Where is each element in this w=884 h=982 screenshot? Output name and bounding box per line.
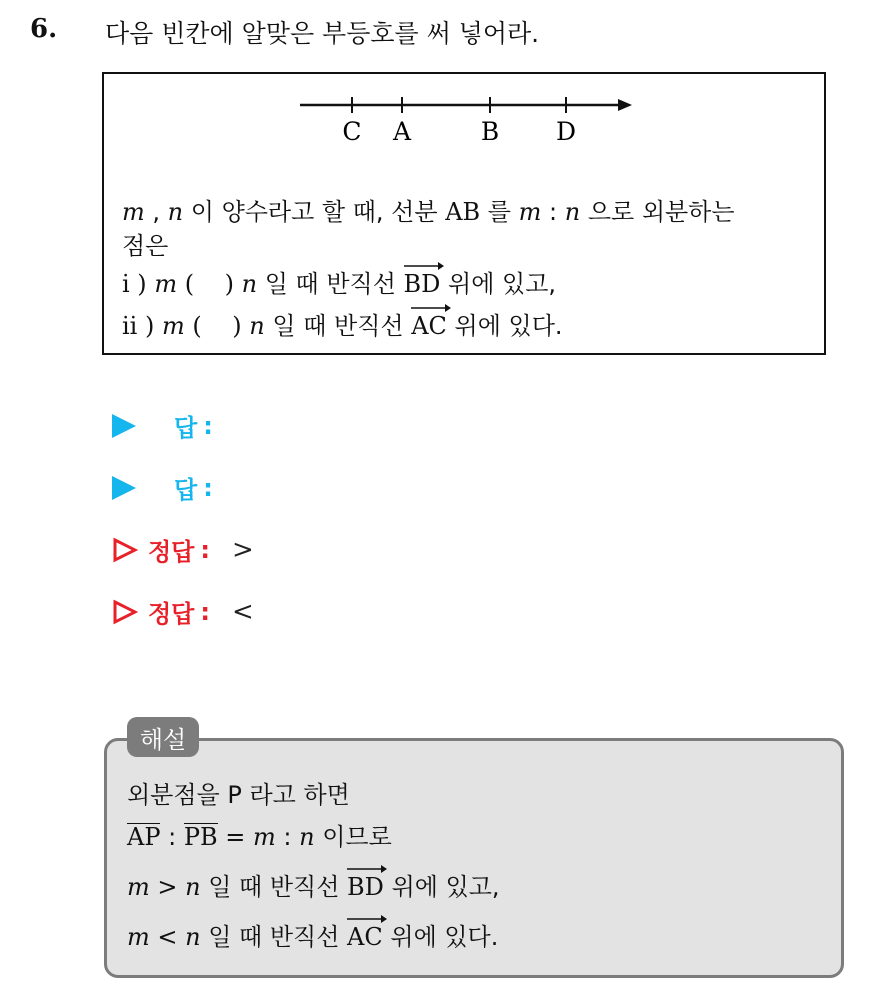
- point-label-a: A: [392, 117, 412, 146]
- correct-answer-row-1: 정답 : >: [112, 532, 254, 567]
- correct-value-1: >: [231, 534, 254, 565]
- point-label-b: B: [480, 117, 500, 146]
- answer-label: 답: [174, 414, 198, 442]
- segment-pb: PB: [183, 823, 218, 851]
- ray-ac: AC: [411, 310, 447, 340]
- solution-line-1: 외분점을 P 라고 하면: [127, 781, 350, 809]
- question-number: 6.: [30, 14, 58, 44]
- blank-2: ( ): [192, 312, 242, 340]
- outline-triangle-icon: [112, 599, 138, 625]
- solution-line-2: AP : PB = m : n 이므로: [127, 823, 392, 851]
- solution-line-4: m < n 일 때 반직선 AC 위에 있다.: [127, 917, 498, 952]
- correct-label: 정답: [148, 600, 195, 628]
- vector-arrow-icon: [404, 261, 444, 271]
- question-text: 다음 빈칸에 알맞은 부등호를 써 넣어라.: [105, 19, 540, 48]
- ray-ac: AC: [347, 921, 383, 951]
- vector-arrow-icon: [347, 914, 387, 924]
- case-2: ii ) m ( ) n 일 때 반직선 AC 위에 있다.: [122, 306, 563, 341]
- correct-value-2: <: [231, 596, 254, 627]
- play-triangle-icon: [112, 414, 136, 438]
- solution-box: [104, 738, 844, 978]
- solution-tab: 해설: [127, 717, 199, 757]
- answer-label: 답: [174, 476, 198, 504]
- ray-bd: BD: [347, 871, 384, 901]
- number-line: [300, 90, 640, 150]
- segment-ab: AB: [445, 198, 481, 226]
- var-n: n: [167, 198, 184, 226]
- answer-row-2: 답 :: [112, 470, 213, 505]
- correct-label: 정답: [148, 538, 195, 566]
- answer-row-1: 답 :: [112, 408, 213, 443]
- point-label-d: D: [555, 117, 577, 146]
- solution-line-3: m > n 일 때 반직선 BD 위에 있고,: [127, 867, 500, 902]
- ray-bd: BD: [404, 268, 441, 298]
- point-label-c: C: [342, 117, 362, 146]
- vector-arrow-icon: [411, 303, 451, 313]
- blank-1: ( ): [184, 270, 234, 298]
- statement-line-2: 점은: [122, 232, 169, 260]
- var-m: m: [122, 198, 145, 226]
- case-1: i ) m ( ) n 일 때 반직선 BD 위에 있고,: [122, 264, 556, 299]
- problem-box: [102, 72, 826, 355]
- vector-arrow-icon: [347, 864, 387, 874]
- statement-line-1: m , n 이 양수라고 할 때, 선분 AB 를 m : n 으로 외분하는: [122, 198, 735, 226]
- segment-ap: AP: [127, 823, 161, 851]
- correct-answer-row-2: 정답 : <: [112, 594, 254, 629]
- play-triangle-icon: [112, 476, 136, 500]
- outline-triangle-icon: [112, 537, 138, 563]
